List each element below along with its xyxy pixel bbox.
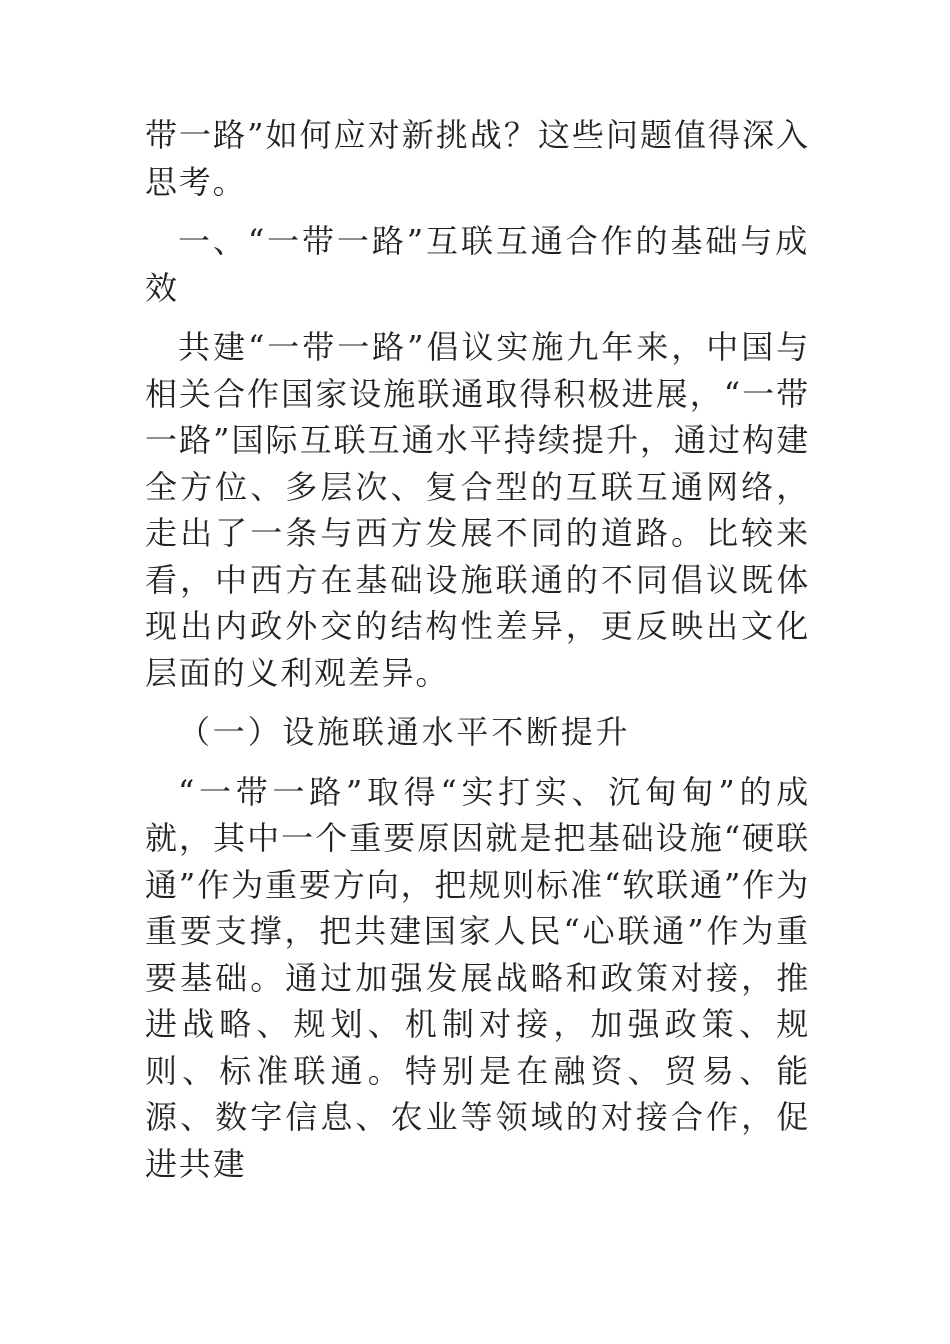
section-heading-1: 一、“一带一路”互联互通合作的基础与成效 (145, 222, 810, 307)
paragraph-body-2: “一带一路”取得“实打实、沉甸甸”的成就，其中一个重要原因就是把基础设施“硬联通”作为重要方向，把规则标准“软联通”作为重要支撑，把共建国家人民“心联通”作为重要基础。通过加强发展战略和政策对接，推进战略、规划、机制对接，加强政策、规则、标准联通。特别是在融资、贸易、能源、数字信息、农业等领域的对接合作，促进共建 (145, 772, 810, 1183)
paragraph-continuation: 带一路”如何应对新挑战？这些问题值得深入思考。 (145, 116, 810, 201)
document-body (145, 112, 810, 1200)
section-subheading-1: （一）设施联通水平不断提升 (178, 713, 631, 751)
paragraph-body-1: 共建“一带一路”倡议实施九年来，中国与相关合作国家设施联通取得积极进展，“一带一路”国际互联互通水平持续提升，通过构建全方位、多层次、复合型的互联互通网络，走出了一条与西方发展不同的道路。比较来看，中西方在基础设施联通的不同倡议既体现出内政外交的结构性差异，更反映出文化层面的义利观差异。 (145, 328, 810, 692)
